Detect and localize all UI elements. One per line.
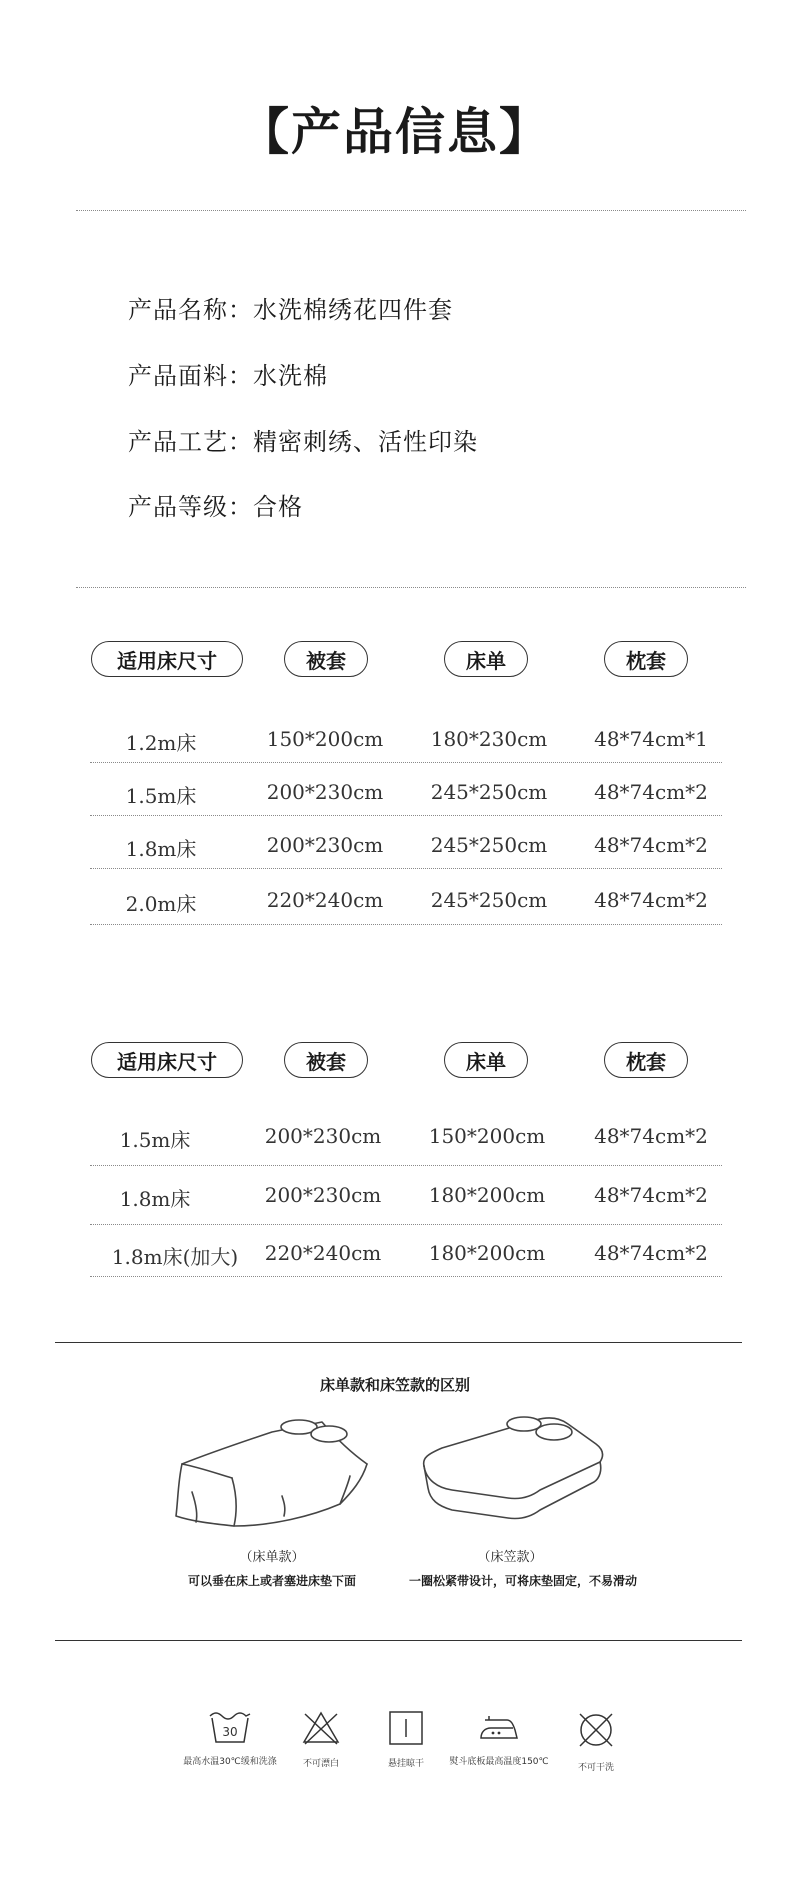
info-row-fabric: 产品面料：水洗棉 <box>128 362 328 390</box>
wash-30-icon <box>208 1710 252 1744</box>
row-divider <box>90 1224 722 1225</box>
row-divider <box>90 762 722 763</box>
flat-sheet-name: （床单款） <box>239 1550 305 1565</box>
table-cell: 48*74cm*2 <box>594 1241 708 1265</box>
row-divider <box>90 1276 722 1277</box>
table-cell: 200*230cm <box>266 833 384 857</box>
table-cell: 245*250cm <box>430 833 548 857</box>
iron-150-icon <box>477 1710 521 1744</box>
header-bed-size: 适用床尺寸 <box>91 1042 243 1078</box>
header-bed-sheet: 床单 <box>444 641 528 677</box>
table-cell: 180*200cm <box>428 1183 546 1207</box>
table-cell: 1.8m床 <box>125 837 197 861</box>
table-cell: 245*250cm <box>430 780 548 804</box>
table-cell: 1.8m床(加大) <box>111 1245 239 1269</box>
divider <box>55 1640 742 1641</box>
table-cell: 180*200cm <box>428 1241 546 1265</box>
table-cell: 48*74cm*1 <box>594 727 708 751</box>
fitted-sheet-desc: 一圈松紧带设计，可将床垫固定，不易滑动 <box>408 1574 637 1588</box>
flat-sheet-desc: 可以垂在床上或者塞进床垫下面 <box>187 1574 356 1588</box>
table-cell: 1.8m床 <box>119 1187 191 1211</box>
care-label: 不可漂白 <box>302 1759 339 1769</box>
row-divider <box>90 1165 722 1166</box>
no-dry-clean-icon <box>576 1710 616 1750</box>
info-row-grade: 产品等级：合格 <box>128 493 303 521</box>
table-cell: 1.2m床 <box>125 731 197 755</box>
table-cell: 245*250cm <box>430 888 548 912</box>
header-bed-sheet: 床单 <box>444 1042 528 1078</box>
hang-dry-icon <box>388 1710 424 1746</box>
table-cell: 1.5m床 <box>119 1128 191 1152</box>
fitted-sheet-bed-icon <box>418 1410 608 1520</box>
row-divider <box>90 868 722 869</box>
table-cell: 48*74cm*2 <box>594 780 708 804</box>
table-cell: 150*200cm <box>428 1124 546 1148</box>
divider <box>76 210 746 211</box>
header-duvet-cover: 被套 <box>284 1042 368 1078</box>
care-label: 悬挂晾干 <box>387 1759 424 1769</box>
table-cell: 1.5m床 <box>125 784 197 808</box>
table-cell: 48*74cm*2 <box>594 833 708 857</box>
table-cell: 200*230cm <box>264 1124 382 1148</box>
table-cell: 220*240cm <box>264 1241 382 1265</box>
flat-sheet-bed-icon <box>172 1412 372 1528</box>
no-bleach-icon <box>301 1710 341 1746</box>
care-label: 熨斗底板最高温度150℃ <box>449 1757 549 1767</box>
table-cell: 180*230cm <box>430 727 548 751</box>
table-cell: 48*74cm*2 <box>594 888 708 912</box>
care-item <box>536 1710 656 1773</box>
header-pillowcase: 枕套 <box>604 641 688 677</box>
row-divider <box>90 815 722 816</box>
diagram-title: 床单款和床笠款的区别 <box>319 1376 470 1394</box>
row-divider <box>90 924 722 925</box>
fitted-sheet-name: （床笠款） <box>477 1550 543 1565</box>
info-row-craft: 产品工艺：精密刺绣、活性印染 <box>128 428 478 456</box>
table-cell: 200*230cm <box>264 1183 382 1207</box>
table-cell: 48*74cm*2 <box>594 1183 708 1207</box>
table-cell: 2.0m床 <box>125 892 197 916</box>
care-label: 最高水温30℃缓和洗涤 <box>183 1757 277 1767</box>
svg-text:30: 30 <box>222 1725 238 1739</box>
header-duvet-cover: 被套 <box>284 641 368 677</box>
page-title: 【产品信息】 <box>239 103 551 161</box>
divider <box>55 1342 742 1343</box>
header-pillowcase: 枕套 <box>604 1042 688 1078</box>
divider <box>76 587 746 588</box>
header-bed-size: 适用床尺寸 <box>91 641 243 677</box>
care-label: 不可干洗 <box>577 1763 614 1773</box>
table-cell: 220*240cm <box>266 888 384 912</box>
info-row-name: 产品名称：水洗棉绣花四件套 <box>128 296 453 324</box>
table-cell: 150*200cm <box>266 727 384 751</box>
table-cell: 48*74cm*2 <box>594 1124 708 1148</box>
table-cell: 200*230cm <box>266 780 384 804</box>
